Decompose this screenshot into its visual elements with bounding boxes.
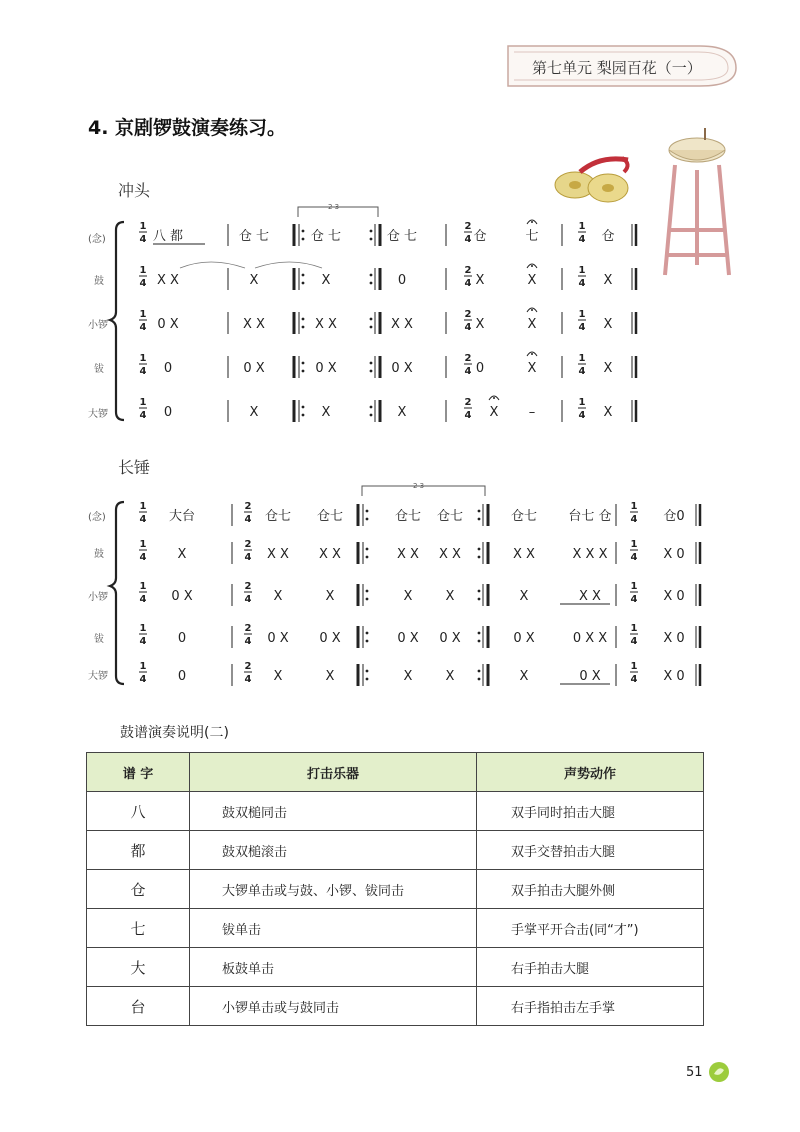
svg-text:2: 2 bbox=[464, 353, 472, 364]
score-note: 0 X bbox=[397, 631, 419, 646]
score-note: X X bbox=[315, 317, 337, 332]
score-note: X X bbox=[439, 547, 461, 562]
svg-text:4: 4 bbox=[139, 636, 147, 647]
time-signature bbox=[139, 353, 147, 377]
score-note: – bbox=[528, 405, 536, 420]
score-note: 0 X bbox=[439, 631, 461, 646]
time-signature bbox=[578, 221, 586, 245]
svg-text:4: 4 bbox=[139, 514, 147, 525]
time-signature bbox=[244, 581, 252, 605]
time-signature bbox=[464, 221, 472, 245]
svg-text:2: 2 bbox=[464, 397, 472, 408]
score-chongtou bbox=[80, 200, 650, 440]
score-note: X bbox=[445, 669, 455, 684]
score-note: X bbox=[321, 273, 331, 288]
time-signature bbox=[244, 623, 252, 647]
time-signature bbox=[139, 501, 147, 525]
svg-text:4: 4 bbox=[139, 322, 147, 333]
score-note: 0 X bbox=[267, 631, 289, 646]
legend-char: 仓 bbox=[87, 870, 190, 909]
svg-text:4: 4 bbox=[630, 514, 638, 525]
time-signature bbox=[578, 265, 586, 289]
legend-action: 右手指拍击左手掌 bbox=[477, 987, 704, 1026]
svg-text:4: 4 bbox=[244, 514, 252, 525]
svg-text:2: 2 bbox=[244, 661, 252, 672]
score-note: 仓七 bbox=[436, 509, 464, 524]
instrument-label: 鼓 bbox=[94, 549, 104, 560]
svg-text:1: 1 bbox=[578, 353, 586, 364]
legend-action: 双手同时拍击大腿 bbox=[477, 792, 704, 831]
svg-text:4: 4 bbox=[578, 234, 586, 245]
score-note: X bbox=[403, 589, 413, 604]
score-note: 0 bbox=[163, 405, 173, 420]
time-signature bbox=[630, 623, 638, 647]
score-note: X bbox=[273, 669, 283, 684]
score-note: 0 X bbox=[171, 589, 193, 604]
score-note: X X bbox=[397, 547, 419, 562]
score-note: X 0 bbox=[663, 589, 685, 604]
time-signature bbox=[139, 661, 147, 685]
svg-text:4: 4 bbox=[139, 552, 147, 563]
time-signature bbox=[464, 397, 472, 421]
score-note: 仓 bbox=[601, 229, 615, 244]
svg-text:4: 4 bbox=[139, 410, 147, 421]
piece-title-changchui: 长锤 bbox=[118, 458, 151, 477]
table-row bbox=[87, 948, 704, 987]
gong-stand-illustration bbox=[655, 125, 740, 280]
tie bbox=[180, 262, 245, 268]
svg-text:1: 1 bbox=[578, 309, 586, 320]
svg-text:4: 4 bbox=[139, 278, 147, 289]
legend-instrument: 板鼓单击 bbox=[190, 948, 477, 987]
svg-text:1: 1 bbox=[139, 623, 147, 634]
svg-text:1: 1 bbox=[139, 397, 147, 408]
svg-text:1: 1 bbox=[139, 265, 147, 276]
svg-text:1: 1 bbox=[139, 581, 147, 592]
page-number: 51 bbox=[686, 1065, 703, 1080]
score-note: 0 bbox=[177, 669, 187, 684]
score-note: 仓七 bbox=[316, 509, 344, 524]
table-row bbox=[87, 909, 704, 948]
time-signature bbox=[464, 353, 472, 377]
svg-text:1: 1 bbox=[630, 623, 638, 634]
instrument-label: 钹 bbox=[94, 634, 104, 645]
time-signature bbox=[464, 265, 472, 289]
svg-text:4: 4 bbox=[578, 278, 586, 289]
time-signature bbox=[139, 309, 147, 333]
legend-char: 都 bbox=[87, 831, 190, 870]
score-note: 0 bbox=[397, 273, 407, 288]
score-note: 七 bbox=[525, 229, 539, 244]
svg-text:2: 2 bbox=[464, 309, 472, 320]
svg-text:2: 2 bbox=[244, 623, 252, 634]
score-note: 0 X bbox=[579, 669, 601, 684]
time-signature bbox=[578, 309, 586, 333]
score-note: 0 X bbox=[157, 317, 179, 332]
score-note: 八 都 bbox=[152, 229, 184, 244]
svg-text:4: 4 bbox=[578, 410, 586, 421]
score-note: X X bbox=[391, 317, 413, 332]
score-note: X bbox=[249, 405, 259, 420]
score-note: X bbox=[403, 669, 413, 684]
score-note: X bbox=[527, 273, 537, 288]
svg-text:1: 1 bbox=[139, 353, 147, 364]
legend-header-row bbox=[87, 753, 704, 792]
svg-text:2: 2 bbox=[464, 265, 472, 276]
time-signature bbox=[139, 581, 147, 605]
time-signature bbox=[139, 265, 147, 289]
score-note: X X bbox=[243, 317, 265, 332]
score-changchui bbox=[80, 478, 710, 693]
volta-label: 2 3 bbox=[328, 203, 340, 211]
svg-text:1: 1 bbox=[139, 661, 147, 672]
table-row bbox=[87, 987, 704, 1026]
legend-header: 打击乐器 bbox=[190, 753, 477, 792]
score-note: 仓七 bbox=[394, 509, 422, 524]
instrument-label: (念) bbox=[88, 234, 106, 245]
legend-action: 双手交替拍击大腿 bbox=[477, 831, 704, 870]
score-note: X bbox=[475, 273, 485, 288]
instrument-label: 鼓 bbox=[94, 276, 104, 287]
time-signature bbox=[139, 221, 147, 245]
score-note: X X bbox=[319, 547, 341, 562]
svg-text:2: 2 bbox=[244, 581, 252, 592]
time-signature bbox=[139, 623, 147, 647]
svg-text:4: 4 bbox=[244, 594, 252, 605]
legend-table bbox=[86, 752, 704, 1026]
score-note: X 0 bbox=[663, 669, 685, 684]
time-signature bbox=[464, 309, 472, 333]
time-signature bbox=[244, 501, 252, 525]
svg-text:1: 1 bbox=[630, 539, 638, 550]
score-note: X bbox=[321, 405, 331, 420]
score-note: 0 X bbox=[513, 631, 535, 646]
legend-instrument: 小锣单击或与鼓同击 bbox=[190, 987, 477, 1026]
svg-text:4: 4 bbox=[464, 410, 472, 421]
score-note: X bbox=[519, 589, 529, 604]
score-note: X bbox=[603, 317, 613, 332]
score-note: 仓0 bbox=[663, 509, 685, 524]
svg-text:4: 4 bbox=[244, 674, 252, 685]
svg-text:2: 2 bbox=[464, 221, 472, 232]
time-signature bbox=[244, 661, 252, 685]
score-note: X 0 bbox=[663, 547, 685, 562]
score-note: X bbox=[325, 669, 335, 684]
table-row bbox=[87, 870, 704, 909]
legend-action: 双手拍击大腿外侧 bbox=[477, 870, 704, 909]
chapter-title: 第七单元 梨园百花（一） bbox=[532, 59, 702, 77]
svg-text:4: 4 bbox=[630, 552, 638, 563]
svg-text:4: 4 bbox=[578, 322, 586, 333]
svg-text:1: 1 bbox=[139, 501, 147, 512]
svg-text:4: 4 bbox=[630, 674, 638, 685]
score-note: X bbox=[475, 317, 485, 332]
svg-text:4: 4 bbox=[244, 552, 252, 563]
time-signature bbox=[630, 539, 638, 563]
svg-text:4: 4 bbox=[464, 366, 472, 377]
score-note: X bbox=[489, 405, 499, 420]
score-note: 0 X X bbox=[572, 631, 608, 646]
piece-title-chongtou: 冲头 bbox=[118, 181, 151, 200]
score-note: 0 X bbox=[319, 631, 341, 646]
legend-header: 声势动作 bbox=[477, 753, 704, 792]
legend-char: 台 bbox=[87, 987, 190, 1026]
instrument-label: 小锣 bbox=[88, 592, 108, 603]
volta-label: 2 3 bbox=[413, 482, 425, 490]
section-title: 4. 京剧锣鼓演奏练习。 bbox=[88, 117, 287, 139]
svg-text:1: 1 bbox=[139, 309, 147, 320]
score-note: X bbox=[445, 589, 455, 604]
time-signature bbox=[630, 581, 638, 605]
svg-text:4: 4 bbox=[139, 674, 147, 685]
instrument-label: (念) bbox=[88, 512, 106, 523]
score-note: 大台 bbox=[168, 509, 196, 524]
svg-text:4: 4 bbox=[578, 366, 586, 377]
score-note: X bbox=[273, 589, 283, 604]
legend-instrument: 大锣单击或与鼓、小锣、钹同击 bbox=[190, 870, 477, 909]
score-note: 0 bbox=[163, 361, 173, 376]
legend-char: 七 bbox=[87, 909, 190, 948]
score-note: 0 bbox=[177, 631, 187, 646]
score-note: 仓 七 bbox=[386, 229, 418, 244]
legend-char: 八 bbox=[87, 792, 190, 831]
svg-text:4: 4 bbox=[139, 366, 147, 377]
svg-text:4: 4 bbox=[464, 234, 472, 245]
score-note: X bbox=[177, 547, 187, 562]
score-note: X X X bbox=[572, 547, 608, 562]
table-row bbox=[87, 831, 704, 870]
svg-text:1: 1 bbox=[578, 221, 586, 232]
legend-char: 大 bbox=[87, 948, 190, 987]
svg-text:2: 2 bbox=[244, 539, 252, 550]
svg-text:2: 2 bbox=[244, 501, 252, 512]
legend-instrument: 鼓双槌滚击 bbox=[190, 831, 477, 870]
table-row bbox=[87, 792, 704, 831]
time-signature bbox=[244, 539, 252, 563]
legend-action: 手掌平开合击(同“才”) bbox=[477, 909, 704, 948]
legend-action: 右手拍击大腿 bbox=[477, 948, 704, 987]
score-note: 仓 bbox=[473, 229, 487, 244]
svg-text:1: 1 bbox=[630, 581, 638, 592]
score-note: 仓 七 bbox=[238, 229, 270, 244]
svg-text:4: 4 bbox=[464, 322, 472, 333]
score-note: 仓七 bbox=[264, 509, 292, 524]
score-note: X bbox=[527, 317, 537, 332]
time-signature bbox=[630, 501, 638, 525]
svg-text:4: 4 bbox=[464, 278, 472, 289]
score-note: X bbox=[603, 405, 613, 420]
svg-text:4: 4 bbox=[630, 636, 638, 647]
legend-instrument: 鼓双槌同击 bbox=[190, 792, 477, 831]
time-signature bbox=[578, 397, 586, 421]
score-note: X bbox=[519, 669, 529, 684]
score-note: X bbox=[603, 273, 613, 288]
score-note: 0 X bbox=[315, 361, 337, 376]
svg-text:1: 1 bbox=[578, 397, 586, 408]
svg-text:4: 4 bbox=[244, 636, 252, 647]
instrument-label: 大锣 bbox=[88, 671, 108, 682]
svg-text:1: 1 bbox=[139, 539, 147, 550]
time-signature bbox=[630, 661, 638, 685]
score-note: X X bbox=[579, 589, 601, 604]
svg-text:1: 1 bbox=[139, 221, 147, 232]
svg-text:4: 4 bbox=[139, 594, 147, 605]
score-note: X bbox=[603, 361, 613, 376]
score-note: X X bbox=[513, 547, 535, 562]
instrument-label: 大锣 bbox=[88, 409, 108, 420]
score-note: X bbox=[325, 589, 335, 604]
score-note: 仓七 bbox=[510, 509, 538, 524]
score-note: X bbox=[397, 405, 407, 420]
legend-title: 鼓谱演奏说明(二) bbox=[120, 725, 229, 741]
svg-text:4: 4 bbox=[139, 234, 147, 245]
score-note: 0 X bbox=[243, 361, 265, 376]
score-note: 0 bbox=[475, 361, 485, 376]
tie bbox=[255, 262, 322, 268]
score-note: 仓 七 bbox=[310, 229, 342, 244]
score-note: X bbox=[527, 361, 537, 376]
score-note: X X bbox=[157, 273, 179, 288]
score-note: 0 X bbox=[391, 361, 413, 376]
score-note: X X bbox=[267, 547, 289, 562]
time-signature bbox=[578, 353, 586, 377]
svg-text:1: 1 bbox=[630, 501, 638, 512]
legend-instrument: 钹单击 bbox=[190, 909, 477, 948]
svg-text:1: 1 bbox=[630, 661, 638, 672]
svg-text:1: 1 bbox=[578, 265, 586, 276]
instrument-label: 小锣 bbox=[88, 320, 108, 331]
score-note: X 0 bbox=[663, 631, 685, 646]
svg-text:4: 4 bbox=[630, 594, 638, 605]
page-leaf-icon bbox=[708, 1061, 730, 1083]
score-note: X bbox=[249, 273, 259, 288]
time-signature bbox=[139, 539, 147, 563]
legend-header: 谱 字 bbox=[87, 753, 190, 792]
time-signature bbox=[139, 397, 147, 421]
instrument-label: 钹 bbox=[94, 364, 104, 375]
score-note: 台七 仓 bbox=[568, 509, 612, 524]
